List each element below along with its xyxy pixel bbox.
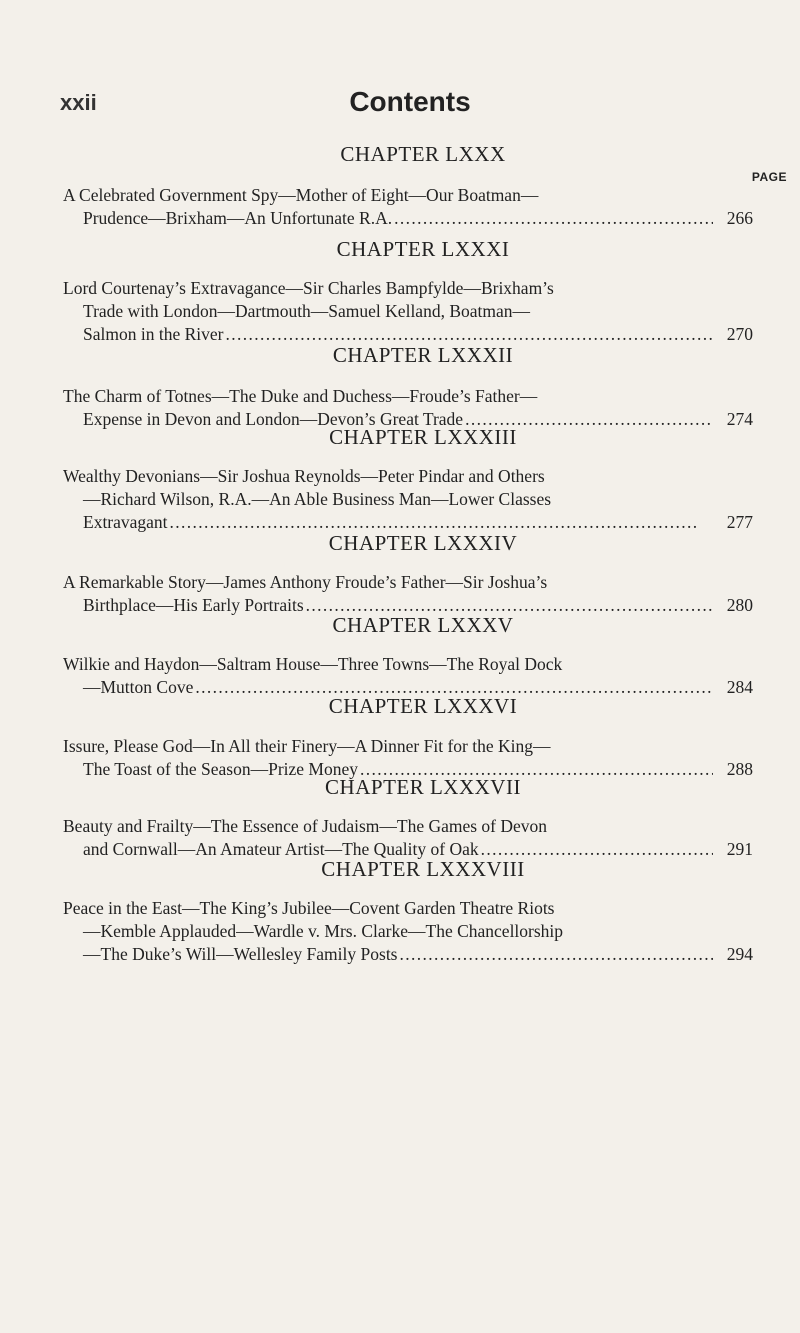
page-reference[interactable]: 270 (726, 324, 753, 344)
chapter-entry (63, 857, 753, 966)
summary-line: and Cornwall—An Amateur Artist—The Quality of Oak (83, 839, 479, 859)
chapter-heading: CHAPTER LXXXIII (329, 425, 517, 449)
summary-line: A Celebrated Government Spy—Mother of Eight—Our Boatman— (63, 185, 539, 205)
chapter-heading: CHAPTER LXXX (340, 142, 506, 166)
summary-line: Issure, Please God—In All their Finery—A Dinner Fit for the King— (63, 736, 551, 756)
summary-line: Trade with London—Dartmouth—Samuel Kelland, Boatman— (83, 301, 531, 321)
chapter-entry (63, 775, 753, 861)
summary-line: Lord Courtenay’s Extravagance—Sir Charles Bampfylde—Brixham’s (63, 278, 554, 298)
chapter-entry (63, 613, 753, 699)
chapter-heading: CHAPTER LXXXIV (328, 531, 518, 555)
summary-line: Wilkie and Haydon—Saltram House—Three Towns—The Royal Dock (63, 654, 563, 674)
page-reference[interactable]: 288 (726, 759, 753, 779)
chapter-entry (63, 343, 753, 431)
chapter-entry (63, 425, 753, 534)
summary-line: Prudence—Brixham—An Unfortunate R.A. (83, 208, 393, 228)
chapter-entry (63, 531, 753, 617)
summary-line: —The Duke’s Will—Wellesley Family Posts (83, 944, 398, 964)
chapter-heading: CHAPTER LXXXV (332, 613, 514, 637)
summary-line: Expense in Devon and London—Devon’s Great Trade (83, 409, 464, 429)
summary-line: Birthplace—His Early Portraits (83, 595, 304, 615)
dot-leader (400, 943, 714, 966)
chapter-entry (63, 142, 753, 230)
chapter-summary (63, 571, 753, 617)
chapter-heading: CHAPTER LXXXVIII (321, 857, 525, 881)
chapter-heading: CHAPTER LXXXVII (325, 775, 521, 799)
summary-line: Wealthy Devonians—Sir Joshua Reynolds—Peter Pindar and Others (63, 466, 545, 486)
chapter-heading: CHAPTER LXXXII (332, 343, 514, 367)
chapter-entry (63, 694, 753, 781)
summary-line: —Mutton Cove (83, 677, 194, 697)
page-reference[interactable]: 277 (726, 512, 753, 532)
page-reference[interactable]: 280 (726, 595, 753, 615)
chapter-heading: CHAPTER LXXXI (336, 237, 510, 261)
page-title: Contents (349, 86, 471, 117)
summary-line: Salmon in the River (83, 324, 224, 344)
page-column-label: PAGE (751, 170, 787, 184)
summary-line: —Richard Wilson, R.A.—An Able Business Man—Lower Classes (83, 489, 552, 509)
page-reference[interactable]: 274 (726, 409, 753, 429)
dot-leader (394, 207, 713, 230)
chapter-summary (63, 815, 753, 861)
summary-line: A Remarkable Story—James Anthony Froude’s Father—Sir Joshua’s (63, 572, 548, 592)
summary-leader-line (63, 207, 753, 230)
summary-line: The Charm of Totnes—The Duke and Duchess—Froude’s Father— (63, 386, 538, 406)
page-reference[interactable]: 294 (726, 944, 753, 964)
chapter-summary (63, 184, 753, 230)
page-number: xxii (60, 90, 97, 115)
summary-line: Extravagant (83, 512, 168, 532)
chapter-summary (63, 277, 753, 346)
summary-line: Peace in the East—The King’s Jubilee—Covent Garden Theatre Riots (63, 898, 555, 918)
chapter-summary (63, 465, 753, 534)
chapter-entry (63, 237, 753, 346)
chapter-summary (63, 653, 753, 699)
summary-line: —Kemble Applauded—Wardle v. Mrs. Clarke—The Chancellorship (83, 921, 564, 941)
page-header (60, 86, 760, 126)
page-reference[interactable]: 291 (726, 839, 753, 859)
summary-leader-line (63, 943, 753, 966)
page-reference[interactable]: 284 (726, 677, 753, 697)
summary-line: Beauty and Frailty—The Essence of Judaism—The Games of Devon (63, 816, 548, 836)
chapter-summary (63, 897, 753, 966)
page-reference[interactable]: 266 (726, 208, 753, 228)
summary-line: The Toast of the Season—Prize Money (83, 759, 358, 779)
chapter-heading: CHAPTER LXXXVI (328, 694, 518, 718)
